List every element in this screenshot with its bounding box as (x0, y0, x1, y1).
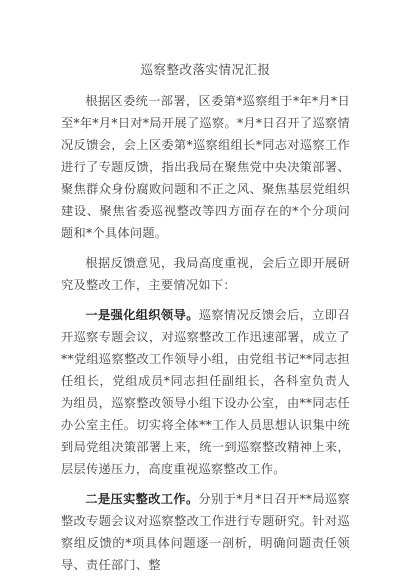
document-title: 巡察整改落实情况汇报 (140, 62, 271, 77)
paragraph-rectification-heading: 二是压实整改工作。 (85, 492, 199, 506)
paragraph-response-text: 根据反馈意见，我局高度重视，会后立即开展研究及整改工作，主要情况如下： (61, 256, 350, 292)
paragraph-organization-text: 巡察情况反馈会后，立即召开巡察专题会议，对巡察整改工作迅速部署，成立了**党组巡察整改工作领导小组，由党组书记**同志担任组长，党组成员*同志担任副组长，各科室负责人为组员，巡察整改领导小组下设办公室，由**同志任办公室主任。切实将全体**工作人员思想认识集中统到局党组决策部署上来，统一到巡察整改精神上来，层层传递压力，高度重视巡察整改工作。 (61, 308, 350, 476)
paragraph-organization (61, 304, 350, 480)
paragraph-organization-heading: 一是强化组织领导。 (85, 308, 199, 322)
paragraph-response (61, 252, 350, 296)
paragraph-rectification-text: 分别于*月*日召开**局巡察整改专题会议对巡察整改工作进行专题研究。针对巡察组反馈的*项具体问题逐一剖析，明确问题责任领导、责任部门、整 (61, 492, 351, 572)
paragraph-rectification (61, 488, 350, 576)
paragraph-intro (61, 90, 350, 244)
paragraph-intro-text: 根据区委统一部署，区委第*巡察组于*年*月*日至*年*月*日对*局开展了巡察。*月*日召开了巡察情况反馈会，会上区委第*巡察组组长*同志对巡察工作进行了专题反馈，指出我局在聚焦党中央决策部署、聚焦群众身份腐败问题和不正之风、聚焦基层党组织建设、聚焦省委巡视整改等四方面存在的*个分项问题和*个具体问题。 (61, 94, 350, 240)
